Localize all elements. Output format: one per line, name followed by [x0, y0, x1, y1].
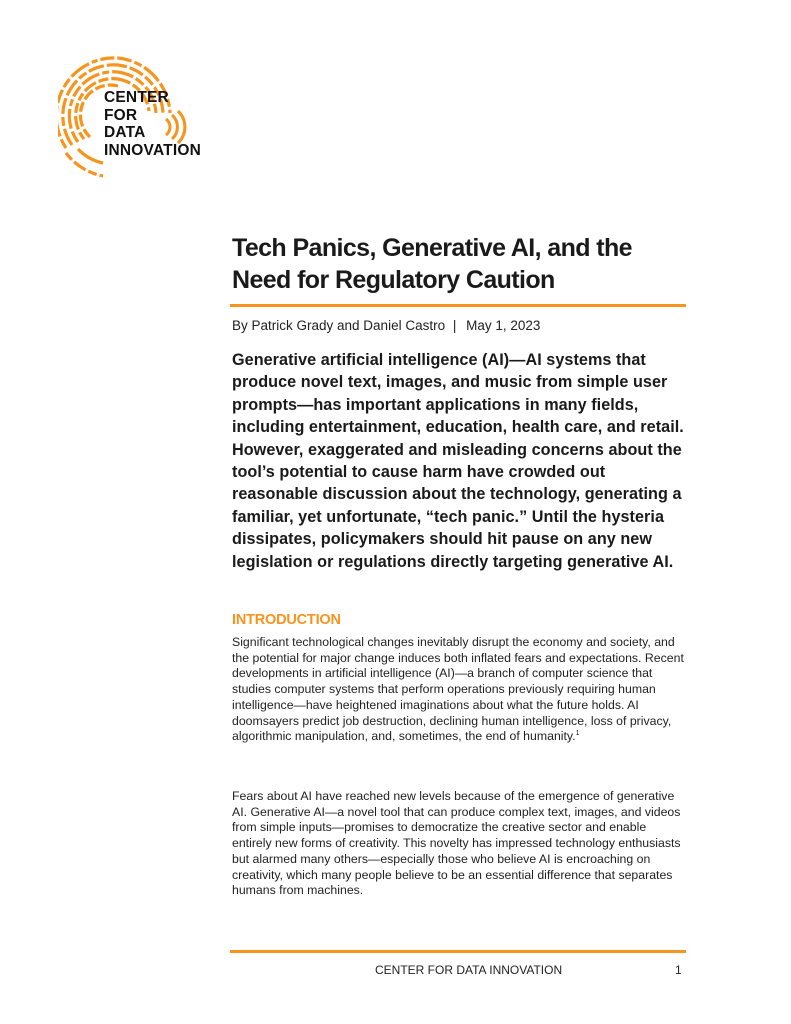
- logo-wordmark: [104, 89, 201, 159]
- byline-authors: By Patrick Grady and Daniel Castro: [232, 318, 446, 333]
- byline-separator: |: [452, 318, 457, 333]
- page-number: 1: [675, 963, 682, 977]
- title-divider: [230, 304, 686, 307]
- intro-paragraph-2: Fears about AI have reached new levels because of the emergence of generative AI. Generative AI—a novel tool that can produce complex text, images, and videos from simple inputs—promises to democratize the creative sector and enable entirely new forms of creativity. This novelty has impressed technology enthusiasts but alarmed many others—especially those who believe AI is encroaching on creativity, which many people believe to be an essential difference that separates humans from machines.: [232, 789, 681, 898]
- footnote-reference[interactable]: 1: [575, 730, 580, 738]
- byline-date: May 1, 2023: [466, 318, 541, 333]
- organization-logo: [58, 53, 233, 178]
- intro-paragraph-1: [232, 635, 687, 745]
- footer-divider: [230, 950, 686, 953]
- intro-paragraph-1-text: Significant technological changes inevitably disrupt the economy and society, and the potential for major change induces both inflated fears and expectations. Recent developments in artificial intelligence (AI)—a branch of computer science that studies computer systems that perform operations previously requiring human intelligence—have heightened imaginations about what the future holds. AI doomsayers predict job destruction, declining human intelligence, loss of privacy, algorithmic manipulation, and, sometimes, the end of humanity.: [232, 635, 684, 744]
- logo-line-4: INNOVATION: [104, 141, 202, 159]
- logo-line-2: FOR: [104, 106, 138, 124]
- summary-paragraph: Generative artificial intelligence (AI)—AI systems that produce novel text, images, and music from simple user prompts—has important applications in many fields, including entertainment, education, health care, and retail. However, exaggerated and misleading concerns about the tool’s potential to cause harm have crowded out reasonable discussion about the technology, generating a familiar, yet unfortunate, “tech panic.” Until the hysteria dissipates, policymakers should hit pause on any new legislation or regulations directly targeting generative AI.: [232, 351, 684, 571]
- page-title: Tech Panics, Generative AI, and the Need for Regulatory Caution: [232, 234, 632, 294]
- byline: [232, 318, 687, 334]
- section-heading: INTRODUCTION: [232, 612, 341, 628]
- footer-organization: CENTER FOR DATA INNOVATION: [375, 963, 563, 977]
- logo-line-1: CENTER: [104, 89, 169, 106]
- logo-line-3: DATA: [104, 124, 146, 141]
